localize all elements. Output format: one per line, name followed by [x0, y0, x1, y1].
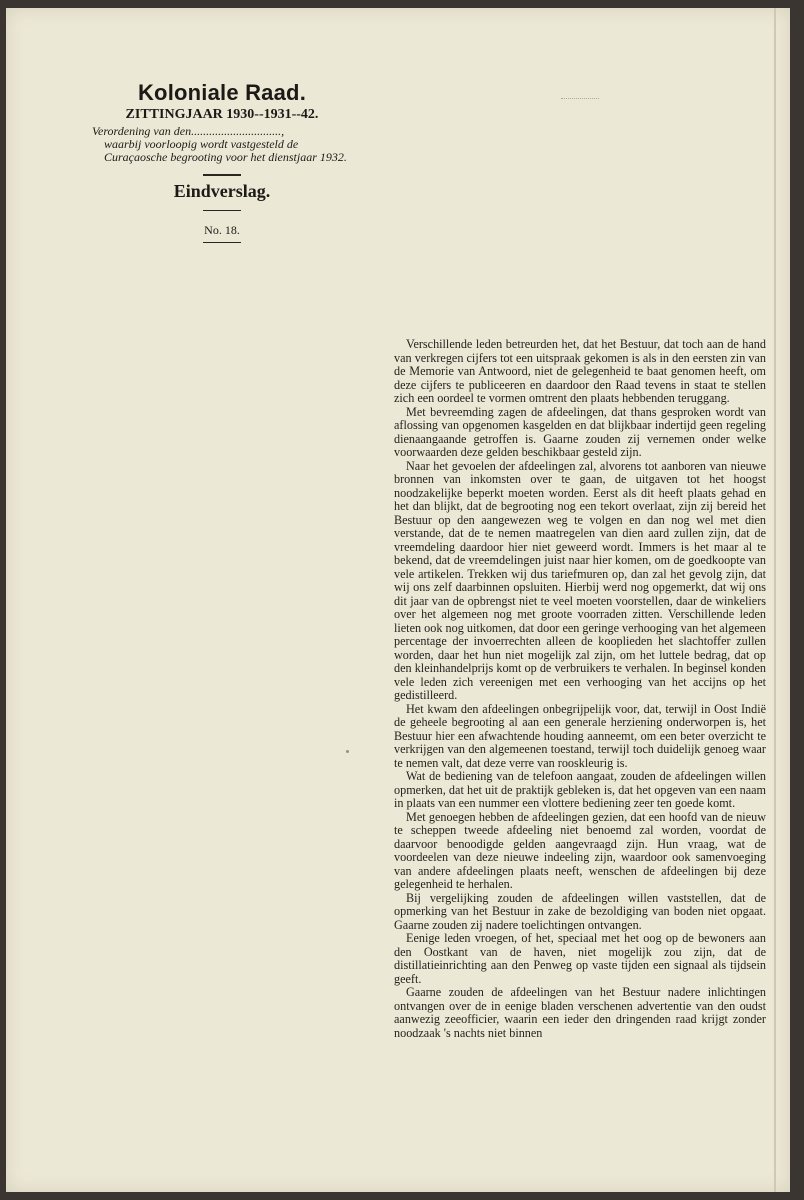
session-year: ZITTINGJAAR 1930--1931--42. [125, 107, 319, 122]
paragraph: Bij vergelijking zouden de afdeelingen willen vaststellen, dat de opmerking van het Bestuur in zake de bezoldiging van boden niet opgaat. Gaarne zouden zij nadere toelichtingen ontvangen. [394, 890, 766, 932]
paragraph: Het kwam den afdeelingen onbegrijpelijk voor, dat, terwijl in Oost Indië de geheele begrooting al aan een generale herziening onderworpen is, het Bestuur hier een afwachtende houding aanneemt, om een beter overzicht te verkrijgen van den algemeenen toestand, terwijl toch duidelijk genoeg waar te nemen valt, dat deze verre van rooskleurig is. [394, 701, 766, 770]
document-header [92, 80, 352, 243]
paragraph: Eenige leden vroegen, of het, speciaal met het oog op de bewoners aan den Oostkant van de haven, niet mogelijk zou zijn, dat de distillatieinrichting aan den Penweg op vaste tijden een signaal als tijdsein geeft. [394, 931, 766, 986]
report-body [394, 338, 766, 1040]
divider [203, 210, 241, 211]
decorative-mark [561, 98, 599, 99]
divider [203, 174, 241, 176]
report-title: Eindverslag. [173, 181, 271, 201]
paper-speck [346, 750, 349, 753]
paragraph: Naar het gevoelen der afdeelingen zal, alvorens tot aanboren van nieuwe bronnen van inkomsten over te gaan, de uitgaven tot het hoogst noodzakelijke beperkt moeten worden. Eerst als dit heeft plaats gehad en het dan blijkt, dat de begrooting nog een tekort overlaat, zijn zij bereid het Bestuur op den aangewezen weg te volgen en dan nog wel met dien verstande, dat de te nemen maatregelen van dien aard zullen zijn, dat de vreemdeling daardoor hier niet geweerd wordt. Immers is het maar al te bekend, dat de vreemdelingen juist naar hier komen, om de goedkoopte van vele artikelen. Trekken wij dus tariefmuren op, dan zal het gevolg zijn, dat wij ons zelf daarbinnen opsluiten. Hierbij werd nog opgemerkt, dat wij ons dit jaar van de opbrengst niet te veel moeten voorstellen, daar de winkeliers over het algemeen nog met groote voorraden zitten. Verschillende leden lieten ook nog uitkomen, dat door een geringe verhooging van het algemeen percentage der invoerrechten alleen de kooplieden het slachtoffer zullen worden, daar het hun niet mogelijk zal zijn, om het luttele bedrag, dat op den kleinhandelprijs komt op de verbruikers te verhalen. In beginsel konden vele leden zich vereenigen met een verhooging van het accijns op het gedistilleerd. [394, 458, 766, 702]
paragraph: Wat de bediening van de telefoon aangaat, zouden de afdeelingen willen opmerken, dat het uit de praktijk gebleken is, dat het opgeven van een naam in plaats van een nummer een vlottere bediening zeer ten goede komt. [394, 769, 766, 810]
paragraph: Gaarne zouden de afdeelingen van het Bestuur nadere inlichtingen ontvangen over de in eenige bladen verschenen advertentie van den oudst aanwezig zeeofficier, waarin een ieder den dringenden raad krijgt zonder noodzaak 's nachts niet binnen [394, 985, 766, 1040]
document-number: No. 18. [204, 223, 240, 237]
council-title: Koloniale Raad. [137, 80, 307, 105]
paragraph: Met bevreemding zagen de afdeelingen, dat thans gesproken wordt van aflossing van opgenomen kasgelden en dat blijkbaar indertijd geen regeling dienaangaande getroffen is. Gaarne zouden zij vernemen onder welke voorwaarden deze gelden beschikbaar gesteld zijn. [394, 404, 766, 459]
binding-edge [774, 8, 776, 1192]
document-page [6, 8, 790, 1192]
paragraph: Met genoegen hebben de afdeelingen gezien, dat een hoofd van de nieuw te scheppen tweede afdeeling niet benoemd zal worden, voordat de daarvoor benoodigde gelden aangevraagd zijn. Hun vraag, wat de voordeelen van deze nieuwe indeeling zijn, waardoor ook samenvoeging van andere afdeelingen plaats neeft, wenschen de afdeelingen bij deze gelegenheid te herhalen. [394, 809, 766, 891]
divider [203, 242, 241, 243]
ordinance-line-1: Verordening van den.............................., [92, 124, 285, 138]
paragraph: Verschillende leden betreurden het, dat het Bestuur, dat toch aan de hand van verkregen cijfers tot een uitspraak gekomen is als in den eersten zin van de Memorie van Antwoord, niet de gelegenheid te baat genomen heeft, om deze cijfers te publiceeren en daardoor den Raad tevens in staat te stellen zich een oordeel te vormen omtrent den plaats hebbenden teruggang. [394, 337, 766, 405]
ordinance-line-rest: waarbij voorloopig wordt vastgesteld de Curaçaosche begrooting voor het dienstjaar 1932. [104, 137, 347, 164]
ordinance-description [92, 125, 352, 164]
